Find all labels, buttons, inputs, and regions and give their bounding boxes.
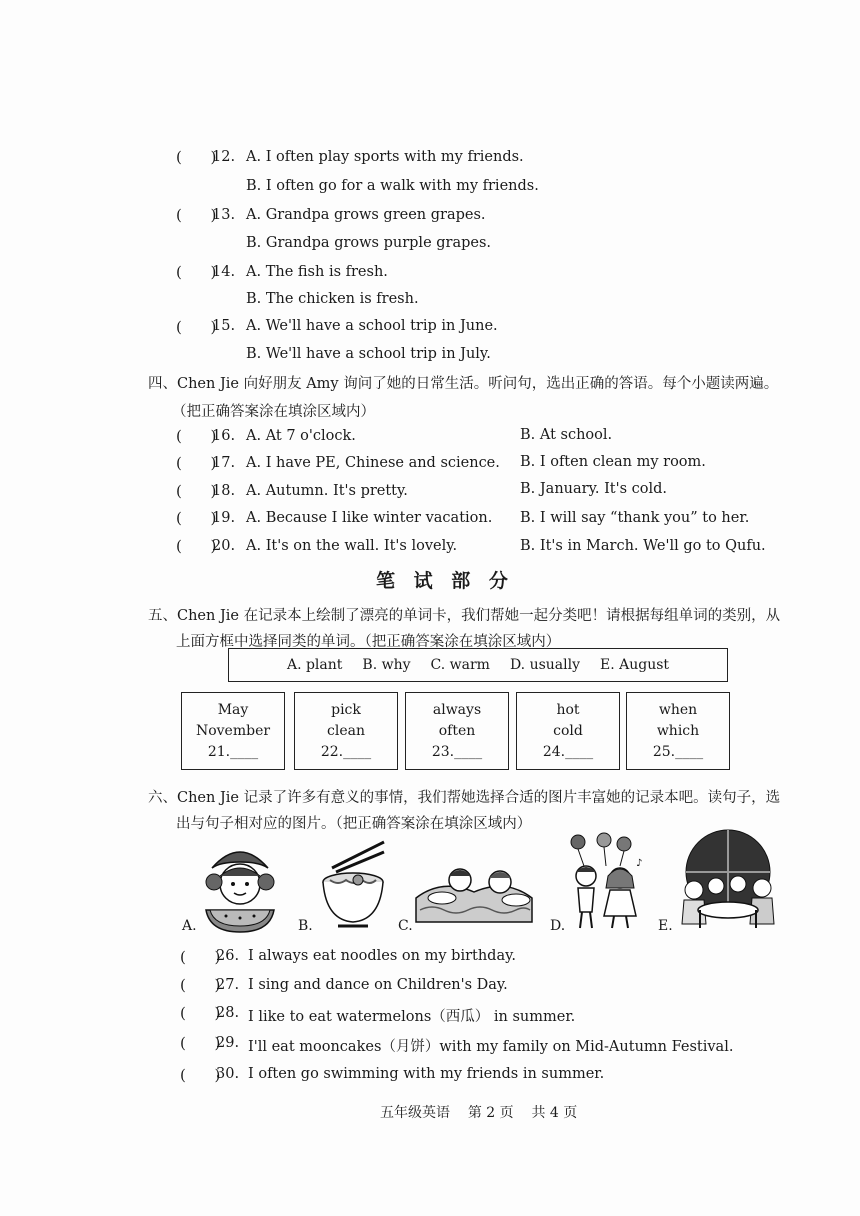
option-a: A. The fish is fresh. xyxy=(246,264,388,280)
family-moon-dinner-icon xyxy=(676,828,780,932)
section-6-heading-line2: 出与句子相对应的图片。（把正确答案涂在填涂区域内） xyxy=(176,816,532,832)
option-a: A. I often play sports with my friends. xyxy=(246,149,524,165)
answer-blank[interactable]: 21.____ xyxy=(207,743,259,760)
question-text: I often go swimming with my friends in summer. xyxy=(248,1066,605,1082)
option-a: A. At 7 o'clock. xyxy=(246,428,356,444)
question-number: 18. xyxy=(212,483,236,499)
question-number: 19. xyxy=(212,510,236,526)
kids-swimming-icon xyxy=(412,858,536,928)
answer-bracket[interactable]: ( ) xyxy=(176,318,217,336)
card-word: always xyxy=(432,701,482,718)
card-word: May xyxy=(217,701,249,718)
word-options-box xyxy=(228,648,728,682)
option-b: B. I often clean my room. xyxy=(520,454,706,470)
option-b: B. We'll have a school trip in July. xyxy=(246,346,491,362)
answer-bracket[interactable]: ( ) xyxy=(180,1004,221,1022)
question-number: 12. xyxy=(212,149,236,165)
option-b: B. I often go for a walk with my friends. xyxy=(246,178,539,194)
answer-bracket[interactable]: ( ) xyxy=(176,454,217,472)
question-number: 29. xyxy=(216,1035,240,1051)
picture-label: B. xyxy=(298,918,313,934)
word-card-21 xyxy=(181,692,285,770)
card-word: when xyxy=(658,701,698,718)
section-4-heading: 四、Chen Jie 向好朋友 Amy 询问了她的日常生活。听问句，选出正确的答语。每个小题读两遍。 xyxy=(148,376,779,392)
option-d: D. usually xyxy=(509,657,580,673)
question-number: 26. xyxy=(216,948,240,964)
option-b: B. It's in March. We'll go to Qufu. xyxy=(520,538,766,554)
answer-bracket[interactable]: ( ) xyxy=(176,427,217,445)
answer-bracket[interactable]: ( ) xyxy=(180,1066,221,1084)
option-b: B. I will say “thank you” to her. xyxy=(520,510,750,526)
card-word: November xyxy=(195,722,271,739)
question-number: 14. xyxy=(212,264,236,280)
answer-bracket[interactable]: ( ) xyxy=(180,948,221,966)
option-a: A. Grandpa grows green grapes. xyxy=(246,207,486,223)
footer-grade: 五年级英语 xyxy=(380,1105,450,1121)
kids-singing-dancing-icon xyxy=(564,832,644,930)
answer-blank[interactable]: 22.____ xyxy=(320,743,372,760)
answer-bracket[interactable]: ( ) xyxy=(176,509,217,527)
page-footer xyxy=(380,1102,577,1122)
option-b: B. At school. xyxy=(520,427,613,443)
question-text: I sing and dance on Children's Day. xyxy=(248,977,508,993)
word-card-25 xyxy=(626,692,730,770)
option-a: A. I have PE, Chinese and science. xyxy=(246,455,500,471)
word-card-22 xyxy=(294,692,398,770)
option-e: E. August xyxy=(600,657,670,673)
question-number: 17. xyxy=(212,455,236,471)
option-a: A. We'll have a school trip in June. xyxy=(246,318,498,334)
answer-bracket[interactable]: ( ) xyxy=(176,263,217,281)
card-word: which xyxy=(656,722,700,739)
question-number: 28. xyxy=(216,1005,240,1021)
option-a: A. Autumn. It's pretty. xyxy=(246,483,408,499)
option-a: A. plant xyxy=(286,657,343,673)
option-b: B. The chicken is fresh. xyxy=(246,291,419,307)
answer-bracket[interactable]: ( ) xyxy=(176,482,217,500)
option-b: B. Grandpa grows purple grapes. xyxy=(246,235,492,251)
girl-eating-watermelon-icon xyxy=(200,838,280,934)
answer-bracket[interactable]: ( ) xyxy=(180,1034,221,1052)
answer-blank[interactable]: 24.____ xyxy=(542,743,594,760)
option-b: B. January. It's cold. xyxy=(520,481,668,497)
svg-text:♪: ♪ xyxy=(636,858,643,869)
answer-bracket[interactable]: ( ) xyxy=(180,976,221,994)
card-word: clean xyxy=(327,722,365,739)
answer-bracket[interactable]: ( ) xyxy=(176,537,217,555)
question-number: 13. xyxy=(212,207,236,223)
answer-blank[interactable]: 23.____ xyxy=(431,743,483,760)
question-text: I'll eat mooncakes（月饼）with my family on Mid-Autumn Festival. xyxy=(248,1039,734,1055)
question-number: 30. xyxy=(216,1066,240,1082)
picture-label: A. xyxy=(182,918,197,934)
picture-label: E. xyxy=(658,918,673,934)
picture-label: D. xyxy=(550,918,566,934)
noodle-bowl-icon xyxy=(318,840,388,932)
question-number: 27. xyxy=(216,977,240,993)
written-part-title: 笔 试 部 分 xyxy=(376,570,514,592)
question-number: 16. xyxy=(212,428,236,444)
option-c: C. warm xyxy=(430,657,490,673)
picture-label: C. xyxy=(398,918,413,934)
section-5-heading: 五、Chen Jie 在记录本上绘制了漂亮的单词卡，我们帮她一起分类吧！请根据每组单词的类别，从 xyxy=(148,608,781,624)
section-6-heading: 六、Chen Jie 记录了许多有意义的事情，我们帮她选择合适的图片丰富她的记录本吧。读句子，选 xyxy=(148,790,781,806)
card-word: pick xyxy=(331,701,361,718)
question-text: I like to eat watermelons（西瓜） in summer. xyxy=(248,1009,576,1025)
section-4-note: （把正确答案涂在填涂区域内） xyxy=(172,404,375,420)
answer-blank[interactable]: 25.____ xyxy=(652,743,704,760)
section-5-heading-line2: 上面方框中选择同类的单词。（把正确答案涂在填涂区域内） xyxy=(176,634,561,650)
option-a: A. Because I like winter vacation. xyxy=(246,510,493,526)
question-text: I always eat noodles on my birthday. xyxy=(248,948,516,964)
word-card-24 xyxy=(516,692,620,770)
option-a: A. It's on the wall. It's lovely. xyxy=(246,538,458,554)
option-b: B. why xyxy=(362,657,411,673)
question-number: 15. xyxy=(212,318,236,334)
answer-bracket[interactable]: ( ) xyxy=(176,206,217,224)
card-word: often xyxy=(438,722,476,739)
answer-bracket[interactable]: ( ) xyxy=(176,148,217,166)
footer-total: 共 4 页 xyxy=(531,1105,578,1121)
footer-page: 第 2 页 xyxy=(467,1105,514,1121)
word-card-23 xyxy=(405,692,509,770)
card-word: cold xyxy=(553,722,583,739)
card-word: hot xyxy=(556,701,580,718)
question-number: 20. xyxy=(212,538,236,554)
